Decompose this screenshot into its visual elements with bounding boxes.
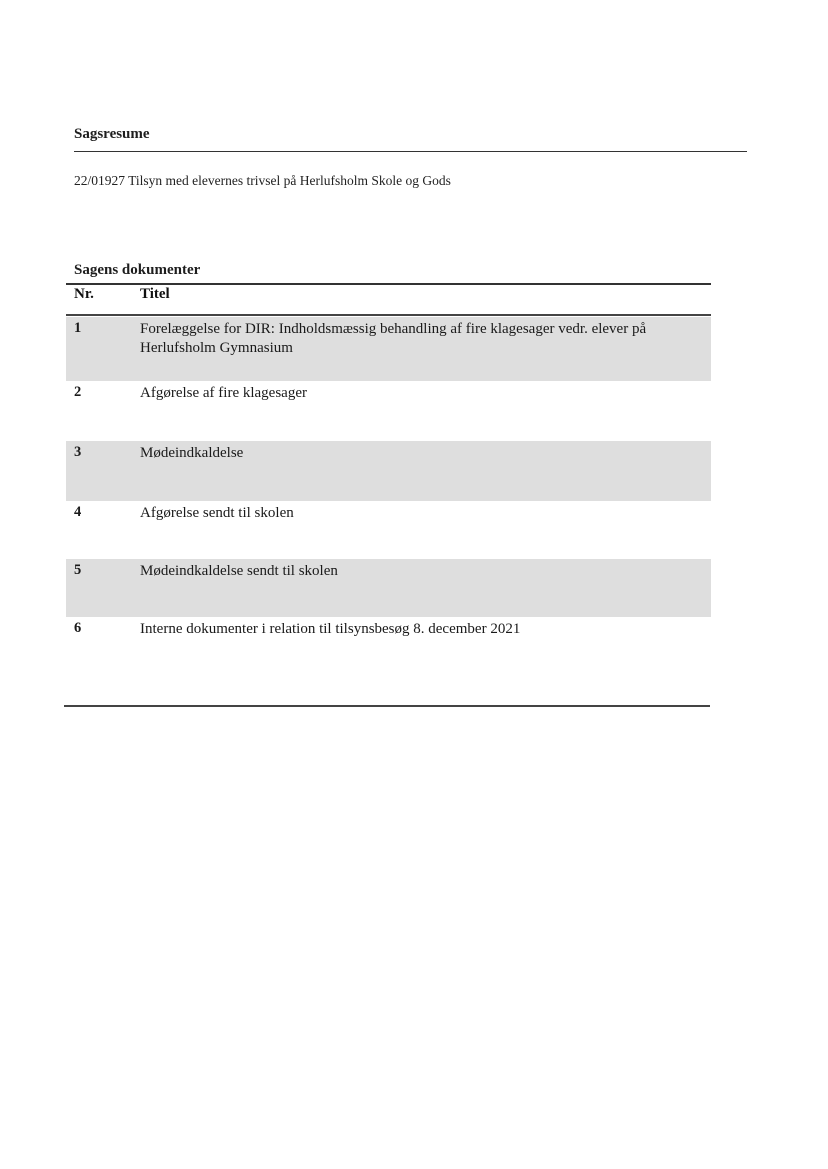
row-title: Mødeindkaldelse [140,445,244,461]
row-number: 5 [74,562,82,578]
table-row [66,317,711,381]
table-row [66,441,711,501]
row-number: 3 [74,444,82,460]
summary-divider [74,151,747,152]
row-number: 6 [74,620,82,636]
summary-heading: Sagsresume [74,126,150,142]
documents-heading: Sagens dokumenter [74,262,201,278]
row-number: 4 [74,504,82,520]
row-title: Mødeindkaldelse sendt til skolen [140,563,338,579]
header-divider [66,314,711,316]
row-title: Afgørelse af fire klagesager [140,385,307,401]
table-row [66,559,711,617]
row-title: Afgørelse sendt til skolen [140,505,294,521]
table-row [66,381,711,441]
table-row [66,501,711,559]
case-summary-text: 22/01927 Tilsyn med elevernes trivsel på Herlufsholm Skole og Gods [74,173,451,188]
table-bottom-rule [64,705,710,707]
documents-top-rule [66,283,711,285]
row-title: Interne dokumenter i relation til tilsynsbesøg 8. december 2021 [140,621,521,637]
row-number: 1 [74,320,82,336]
row-title: Forelæggelse for DIR: Indholdsmæssig behandling af fire klagesager vedr. elever på Herlufsholm Gymnasium [140,321,647,356]
column-header-nr: Nr. [74,286,94,302]
table-row [66,617,711,675]
row-number: 2 [74,384,82,400]
column-header-title: Titel [140,286,170,302]
